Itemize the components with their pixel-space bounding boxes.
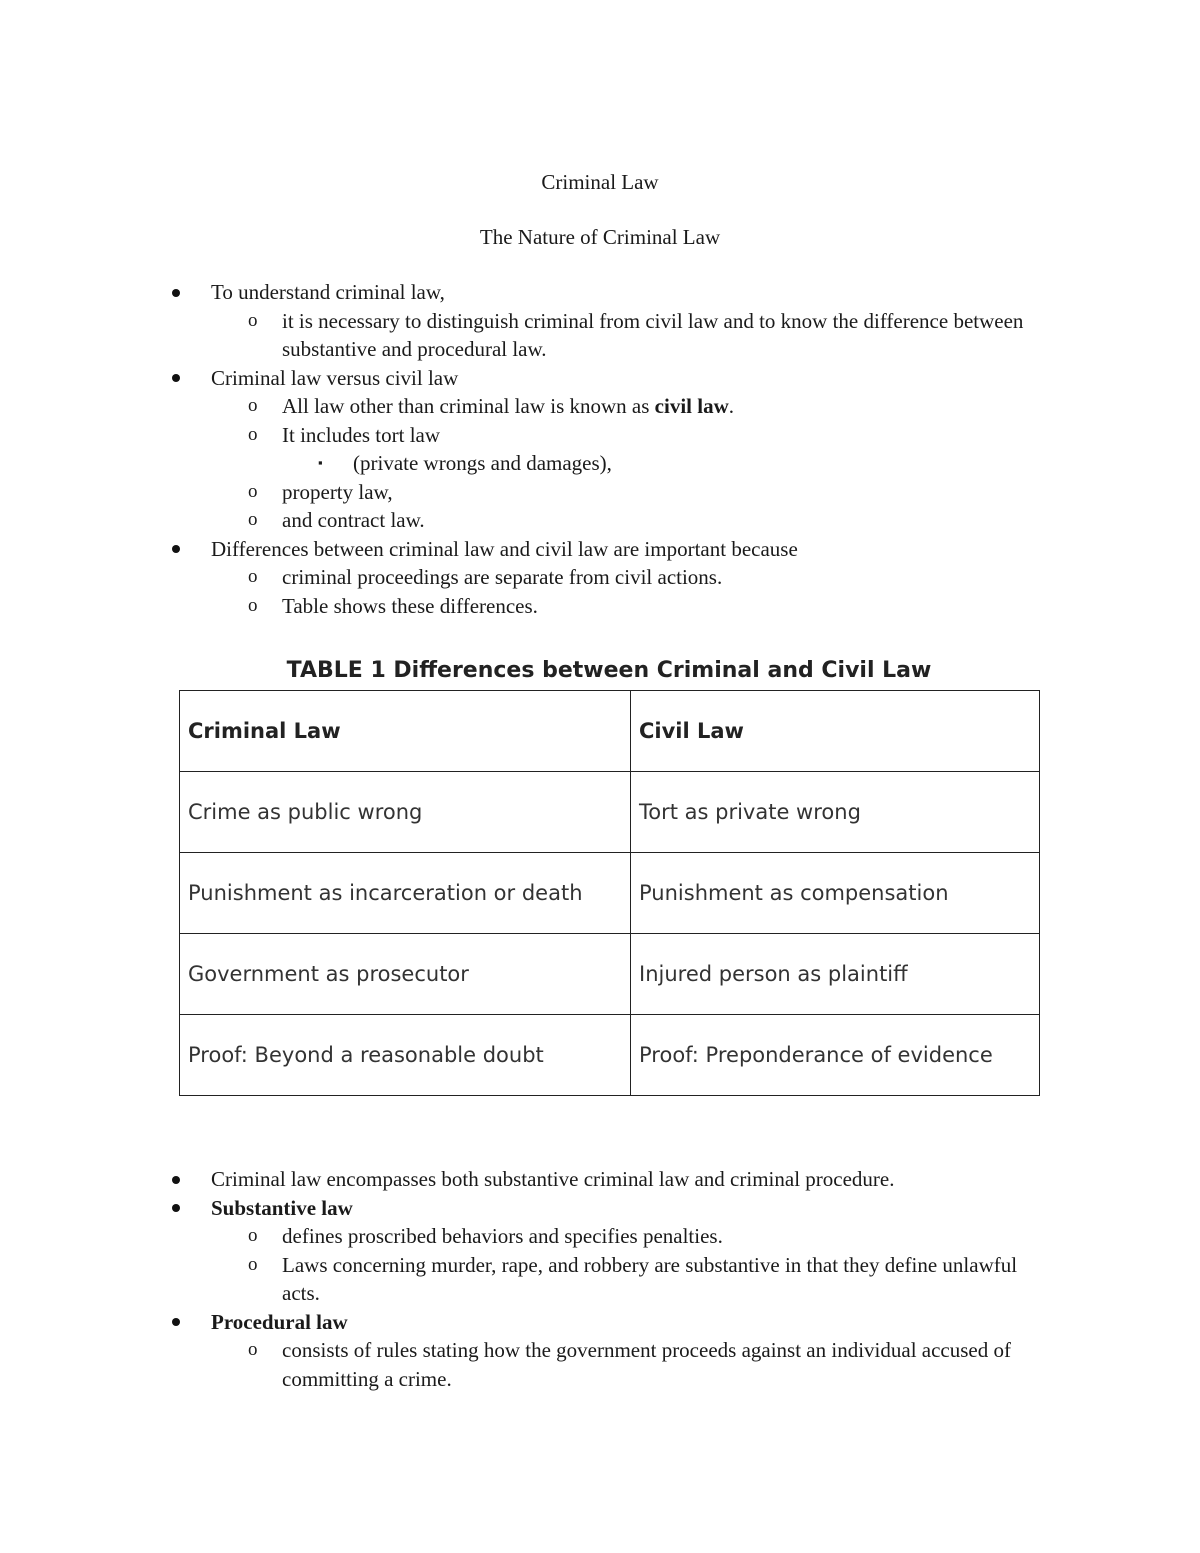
document-title: Criminal Law <box>541 170 659 194</box>
list-item-text: To understand criminal law, <box>211 280 445 304</box>
circle-bullet-icon: o <box>248 423 258 445</box>
circle-bullet-icon: o <box>248 1225 258 1246</box>
list-item <box>0 364 1200 393</box>
list-item-text-suffix: . <box>728 394 734 418</box>
list-item-text: and contract law. <box>282 508 425 532</box>
table-row <box>180 934 1040 1015</box>
list-item <box>0 449 1200 478</box>
list-item <box>0 1308 1200 1337</box>
bullet-icon <box>172 364 180 393</box>
table-caption: TABLE 1 Differences between Criminal and Civil Law <box>286 658 932 683</box>
list-item <box>0 1336 1200 1393</box>
bullet-icon <box>172 535 180 564</box>
list-item <box>0 1194 1200 1223</box>
list-item <box>0 421 1200 450</box>
list-item <box>0 535 1200 564</box>
bullet-icon <box>172 1194 180 1223</box>
list-item-text: Table shows these differences. <box>282 593 538 618</box>
list-item-text: Criminal law versus civil law <box>211 365 459 390</box>
list-item <box>0 1165 1200 1194</box>
table-row <box>180 853 1040 934</box>
table-cell: Punishment as compensation <box>631 853 1040 934</box>
table-header-civil: Civil Law <box>631 691 1040 772</box>
table-cell: Punishment as incarceration or death <box>180 853 631 934</box>
list-item-text: Differences between criminal law and civil law are important because <box>211 536 798 561</box>
list-item-text: it is necessary to distinguish criminal from civil law and to know the difference between substantive and procedural law. <box>282 308 1024 361</box>
table-header-row <box>180 691 1040 772</box>
list-item-text: (private wrongs and damages), <box>353 451 612 475</box>
list-item-text-prefix: All law other than criminal law is known as <box>282 394 655 418</box>
table-cell: Tort as private wrong <box>631 772 1040 853</box>
bullet-icon <box>172 278 180 307</box>
table-header-criminal: Criminal Law <box>180 691 631 772</box>
table-cell: Government as prosecutor <box>180 934 631 1015</box>
list-item <box>0 478 1200 507</box>
list-item <box>0 563 1200 592</box>
differences-table <box>179 690 1040 1096</box>
bullet-icon <box>172 1165 180 1194</box>
square-bullet-icon: ▪ <box>318 455 323 470</box>
table-row <box>180 772 1040 853</box>
list-item <box>0 278 1200 307</box>
table-cell: Injured person as plaintiff <box>631 934 1040 1015</box>
list-item <box>0 307 1200 364</box>
table-cell: Proof: Preponderance of evidence <box>631 1015 1040 1096</box>
list-item-text: defines proscribed behaviors and specifies penalties. <box>282 1224 723 1248</box>
circle-bullet-icon: o <box>248 1339 258 1360</box>
list-item-text: Criminal law encompasses both substantive criminal law and criminal procedure. <box>211 1167 895 1191</box>
circle-bullet-icon: o <box>248 566 258 587</box>
list-item <box>0 592 1200 621</box>
table-row <box>180 1015 1040 1096</box>
list-item-text: property law, <box>282 479 393 504</box>
list-item <box>0 1222 1200 1251</box>
bullet-icon <box>172 1308 180 1337</box>
table-cell: Proof: Beyond a reasonable doubt <box>180 1015 631 1096</box>
bullet-list-top <box>0 278 1200 620</box>
list-item-text: Substantive law <box>211 1195 353 1220</box>
table-cell: Crime as public wrong <box>180 772 631 853</box>
bullet-list-bottom <box>0 1165 1200 1393</box>
circle-bullet-icon: o <box>248 309 258 331</box>
list-item-text: It includes tort law <box>282 422 441 447</box>
list-item-text-bold: civil law <box>654 394 729 418</box>
circle-bullet-icon: o <box>248 480 258 502</box>
list-item <box>0 392 1200 421</box>
circle-bullet-icon: o <box>248 509 258 530</box>
circle-bullet-icon: o <box>248 1253 258 1275</box>
list-item <box>0 506 1200 535</box>
circle-bullet-icon: o <box>248 395 258 416</box>
list-item <box>0 1251 1200 1308</box>
list-item-text: Laws concerning murder, rape, and robbery are substantive in that they define unlawful acts. <box>282 1252 1018 1305</box>
list-item-text: Procedural law <box>211 1309 348 1334</box>
list-item-text: consists of rules stating how the government proceeds against an individual accused of committing a crime. <box>282 1338 1011 1391</box>
circle-bullet-icon: o <box>248 594 258 616</box>
list-item-text: criminal proceedings are separate from civil actions. <box>282 565 723 589</box>
document-subtitle: The Nature of Criminal Law <box>479 225 721 249</box>
